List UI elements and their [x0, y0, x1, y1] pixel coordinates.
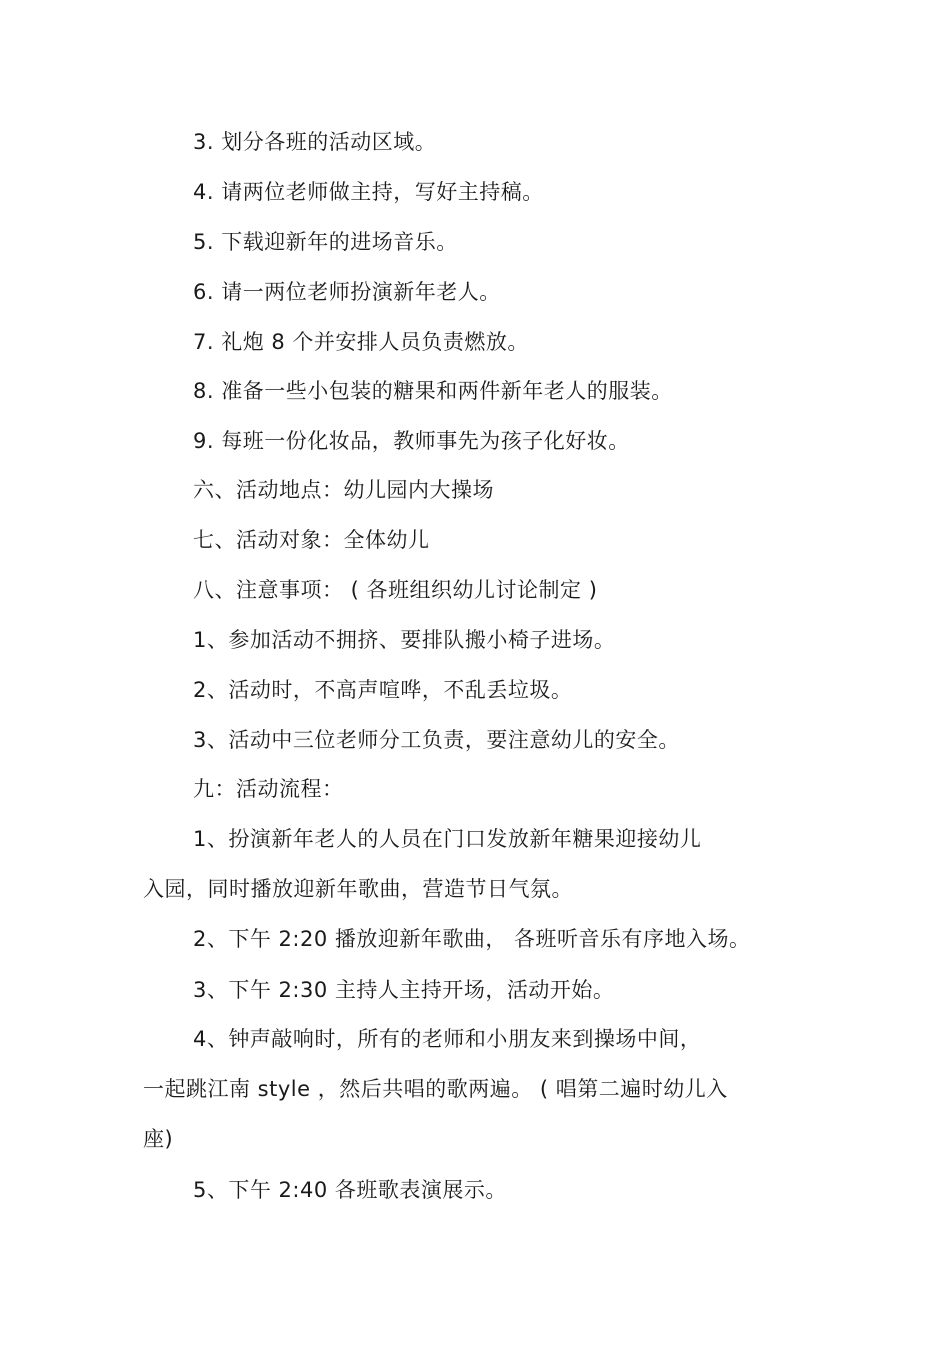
text-line: 4. 请两位老师做主持，写好主持稿。 [193, 180, 544, 204]
text-line: 2、活动时，不高声喧哗，不乱丢垃圾。 [193, 678, 573, 702]
text-line: 8. 准备一些小包装的糖果和两件新年老人的服装。 [193, 379, 673, 403]
text-line: 5. 下载迎新年的进场音乐。 [193, 230, 458, 254]
text-line-continuation: 座) [143, 1127, 174, 1151]
section-heading: 九：活动流程： [193, 777, 344, 801]
section-heading: 八、注意事项： ( 各班组织幼儿讨论制定 ) [193, 578, 598, 602]
text-line: 6. 请一两位老师扮演新年老人。 [193, 280, 501, 304]
text-line: 2、下午 2:20 播放迎新年歌曲， 各班听音乐有序地入场。 [193, 927, 751, 951]
section-heading: 七、活动对象：全体幼儿 [193, 528, 430, 552]
text-line: 3、活动中三位老师分工负责，要注意幼儿的安全。 [193, 728, 680, 752]
text-line: 4、钟声敲响时，所有的老师和小朋友来到操场中间， [193, 1027, 702, 1051]
text-line-continuation: 一起跳江南 style ，然后共唱的歌两遍。 ( 唱第二遍时幼儿入 [143, 1077, 728, 1101]
text-line: 9. 每班一份化妆品，教师事先为孩子化好妆。 [193, 429, 630, 453]
text-line: 1、扮演新年老人的人员在门口发放新年糖果迎接幼儿 [193, 827, 702, 851]
text-line: 3、下午 2:30 主持人主持开场，活动开始。 [193, 978, 615, 1002]
text-line: 7. 礼炮 8 个并安排人员负责燃放。 [193, 330, 529, 354]
text-line-continuation: 入园，同时播放迎新年歌曲，营造节日气氛。 [143, 877, 573, 901]
text-line: 1、参加活动不拥挤、要排队搬小椅子进场。 [193, 628, 616, 652]
text-line: 3. 划分各班的活动区域。 [193, 130, 437, 154]
text-line: 5、下午 2:40 各班歌表演展示。 [193, 1178, 507, 1202]
section-heading: 六、活动地点：幼儿园内大操场 [193, 478, 494, 502]
